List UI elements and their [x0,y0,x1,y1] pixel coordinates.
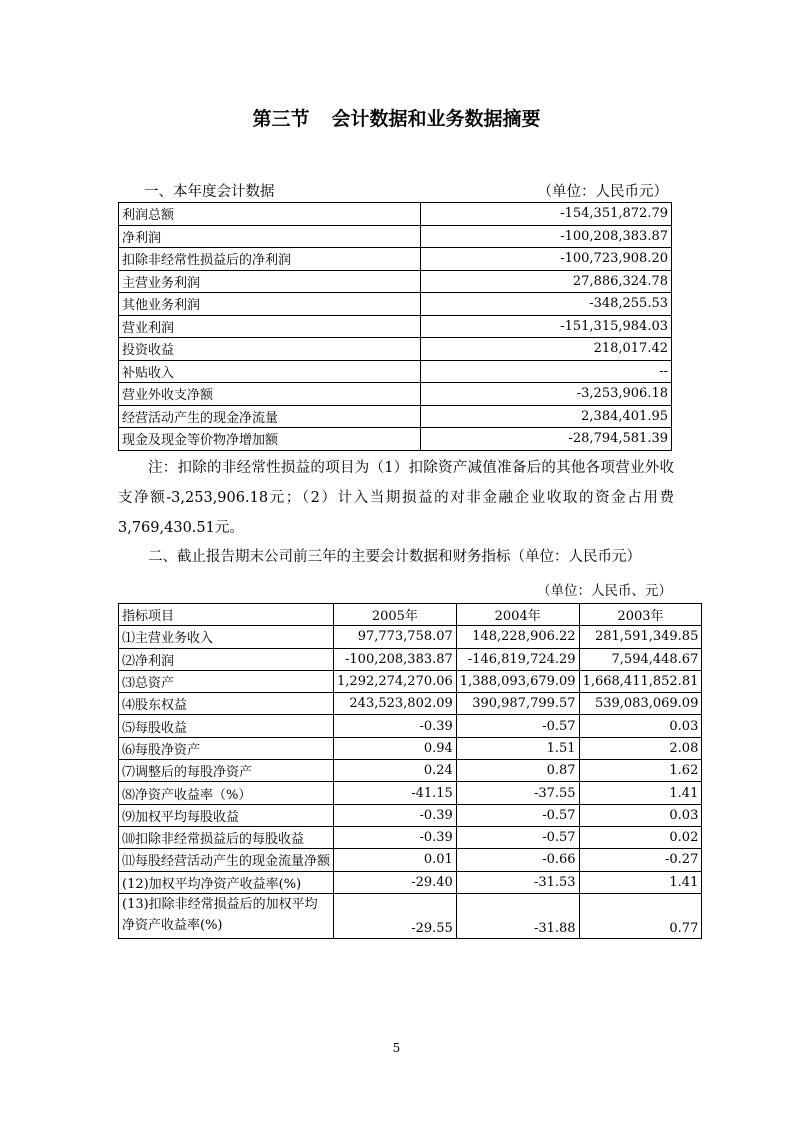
table-row [119,893,702,938]
table-row [119,338,672,361]
row-value: 218,017.42 [420,338,671,361]
indicator-label: ⑻净资产收益率（%） [119,782,334,804]
header-2003: 2003年 [579,604,702,626]
table-row [119,203,672,226]
value-2003: 539,083,069.09 [579,693,702,715]
value-2004: 148,228,906.22 [456,626,579,648]
value-2004: -0.66 [456,849,579,871]
row-value: -348,255.53 [420,293,671,316]
table-row [119,670,702,692]
section-number: 第三节 [252,108,310,130]
table-row [119,804,702,826]
value-2005: 0.24 [334,760,457,782]
row-label: 营业利润 [119,315,421,338]
section1-unit: （单位：人民币元） [537,184,668,200]
row-label: 现金及现金等价物净增加额 [119,428,421,451]
value-2004: 1,388,093,679.09 [456,670,579,692]
table-row [119,849,702,871]
row-label: 利润总额 [119,203,421,226]
page-number: 5 [392,1041,401,1055]
row-value: -154,351,872.79 [420,203,671,226]
value-2005: 0.94 [334,737,457,759]
table-row [119,270,672,293]
value-2003: 0.03 [579,804,702,826]
table-row [119,405,672,428]
table-row [119,360,672,383]
row-value: -100,208,383.87 [420,225,671,248]
value-2003: -0.27 [579,849,702,871]
value-2004: -0.57 [456,804,579,826]
header-item: 指标项目 [119,604,334,626]
header-2005: 2005年 [334,604,457,626]
value-2003: 1.41 [579,871,702,893]
header-2004: 2004年 [456,604,579,626]
three-year-indicators-table [118,603,702,939]
table-row [119,648,702,670]
row-label: 投资收益 [119,338,421,361]
indicator-label: (13)扣除非经常损益后的加权平均净资产收益率(%) [119,893,334,938]
value-2005: -0.39 [334,715,457,737]
value-2003: 0.77 [579,893,702,938]
value-2005: 243,523,802.09 [334,693,457,715]
table-row [119,782,702,804]
value-2004: 0.87 [456,760,579,782]
table-row [119,428,672,451]
section-title: 会计数据和业务数据摘要 [331,108,541,130]
indicator-label: ⑸每股收益 [119,715,334,737]
table-row [119,315,672,338]
row-value: -151,315,984.03 [420,315,671,338]
value-2005: -41.15 [334,782,457,804]
value-2003: 1.62 [579,760,702,782]
row-label: 补贴收入 [119,360,421,383]
table-row [119,826,702,848]
table-row [119,760,702,782]
row-label: 扣除非经常性损益后的净利润 [119,248,421,271]
value-2003: 2.08 [579,737,702,759]
section1-header [118,180,672,202]
value-2003: 1.41 [579,782,702,804]
value-2003: 0.03 [579,715,702,737]
row-value: -100,723,908.20 [420,248,671,271]
table-row [119,626,702,648]
indicator-label: ⑹每股净资产 [119,737,334,759]
row-value: -28,794,581.39 [420,428,671,451]
table-row [119,225,672,248]
section1-heading: 一、本年度会计数据 [144,184,275,200]
value-2004: -37.55 [456,782,579,804]
table-row [119,715,702,737]
value-2004: -0.57 [456,826,579,848]
value-2004: -146,819,724.29 [456,648,579,670]
value-2005: 0.01 [334,849,457,871]
table-row [119,248,672,271]
indicator-label: ⑾每股经营活动产生的现金流量净额 [119,849,334,871]
indicator-label: (12)加权平均净资产收益率(%) [119,871,334,893]
row-value: 2,384,401.95 [420,405,671,428]
page-title [0,104,793,131]
value-2004: -0.57 [456,715,579,737]
row-label: 净利润 [119,225,421,248]
table-row [119,737,702,759]
indicator-label: ⑼加权平均每股收益 [119,804,334,826]
note-paragraph: 注：扣除的非经常性损益的项目为（1）扣除资产减值准备后的其他各项营业外收支净额-3,253,906.18元；（2）计入当期损益的对非金融企业收取的资金占用费3,769,430.51元。 [118,460,674,536]
value-2003: 7,594,448.67 [579,648,702,670]
value-2004: -31.53 [456,871,579,893]
value-2003: 281,591,349.85 [579,626,702,648]
value-2005: -100,208,383.87 [334,648,457,670]
indicator-label: ⑷股东权益 [119,693,334,715]
table-row [119,293,672,316]
section2-unit: （单位：人民币、元） [537,583,672,599]
value-2005: -0.39 [334,804,457,826]
row-value: -3,253,906.18 [420,383,671,406]
value-2005: 97,773,758.07 [334,626,457,648]
value-2005: -29.40 [334,871,457,893]
annual-accounting-table [118,202,672,451]
value-2003: 1,668,411,852.81 [579,670,702,692]
indicator-label: ⑽扣除非经常损益后的每股收益 [119,826,334,848]
row-value: -- [420,360,671,383]
row-label: 营业外收支净额 [119,383,421,406]
value-2005: -29.55 [334,893,457,938]
value-2005: 1,292,274,270.06 [334,670,457,692]
indicator-label: ⑺调整后的每股净资产 [119,760,334,782]
table-row [119,693,702,715]
value-2003: 0.02 [579,826,702,848]
value-2004: 390,987,799.57 [456,693,579,715]
table-header-row [119,604,702,626]
row-label: 经营活动产生的现金净流量 [119,405,421,428]
value-2004: -31.88 [456,893,579,938]
value-2004: 1.51 [456,737,579,759]
value-2005: -0.39 [334,826,457,848]
row-label: 其他业务利润 [119,293,421,316]
row-label: 主营业务利润 [119,270,421,293]
table-row [119,383,672,406]
section2-heading: 二、截止报告期末公司前三年的主要会计数据和财务指标（单位：人民币元） [148,549,641,565]
indicator-label: ⑶总资产 [119,670,334,692]
row-value: 27,886,324.78 [420,270,671,293]
indicator-label: ⑴主营业务收入 [119,626,334,648]
table-row [119,871,702,893]
indicator-label: ⑵净利润 [119,648,334,670]
